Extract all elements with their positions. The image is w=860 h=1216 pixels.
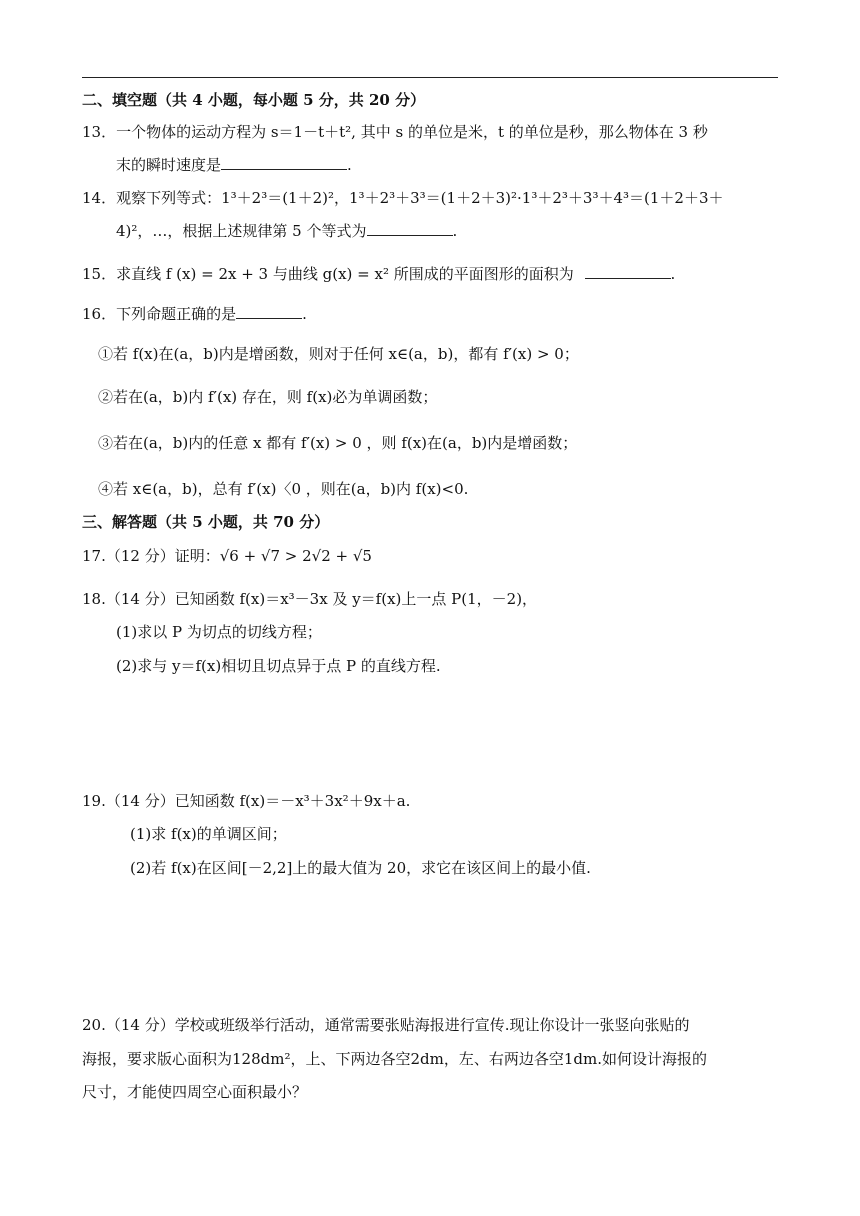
question-16-period: . <box>302 305 307 323</box>
question-13-line2 <box>116 154 352 176</box>
question-17 <box>82 545 372 567</box>
question-17-text: （12 分）证明：√6 + √7 > 2√2 + √5 <box>105 547 372 565</box>
question-15-answer-blank[interactable] <box>585 263 671 279</box>
question-18-text: （14 分）已知函数 f(x)＝x³－3x 及 y＝f(x)上一点 P(1，－2)， <box>105 590 538 608</box>
question-19-part-1: (1)求 f(x)的单调区间； <box>130 825 287 843</box>
question-14-line2 <box>116 220 457 242</box>
question-18-part-2: (2)求与 y＝f(x)相切且切点异于点 P 的直线方程. <box>116 657 441 675</box>
question-13-text-cont: 末的瞬时速度是 <box>116 156 222 174</box>
question-16-option-1: ①若 f(x)在(a，b)内是增函数，则对于任何 x∈(a，b)，都有 f′(x) > 0； <box>98 345 579 363</box>
question-14-line1 <box>82 187 724 209</box>
question-13-line1 <box>82 121 708 143</box>
question-14-answer-blank[interactable] <box>367 220 453 236</box>
question-14-period: . <box>452 222 458 240</box>
question-20-line2: 海报，要求版心面积为128dm²，上、下两边各空2dm，左、右两边各空1dm.如何设计海报的 <box>82 1050 707 1068</box>
question-20-number: 20. <box>82 1016 106 1034</box>
question-14-text: 观察下列等式：1³＋2³＝(1＋2)²，1³＋2³＋3³＝(1＋2＋3)²·1³＋2³＋3³＋4³＝(1＋2＋3＋ <box>116 189 724 207</box>
question-15 <box>82 263 675 285</box>
question-17-number: 17. <box>82 547 106 565</box>
question-14-number: 14． <box>82 189 117 207</box>
section-fill-in-title: 二、填空题（共 4 小题，每小题 5 分，共 20 分） <box>82 91 426 109</box>
question-18-number: 18. <box>82 590 106 608</box>
question-19-part-2: (2)若 f(x)在区间[－2,2]上的最大值为 20，求它在该区间上的最小值. <box>130 859 591 877</box>
question-19-text: （14 分）已知函数 f(x)＝－x³＋3x²＋9x＋a. <box>105 792 411 810</box>
question-14-text-cont: 4)²，…，根据上述规律第 5 个等式为 <box>116 222 367 240</box>
question-16-option-2: ②若在(a，b)内 f′(x) 存在，则 f(x)必为单调函数； <box>98 388 438 406</box>
question-18 <box>82 588 537 610</box>
section-solution-title: 三、解答题（共 5 小题，共 70 分） <box>82 513 330 531</box>
question-16-text: 下列命题正确的是 <box>116 305 237 323</box>
question-16-option-3: ③若在(a，b)内的任意 x 都有 f′(x) > 0 ，则 f(x)在(a，b)内是增函数； <box>98 434 578 452</box>
question-20-line3: 尺寸，才能使四周空心面积最小？ <box>82 1083 308 1101</box>
question-13-number: 13． <box>82 123 117 141</box>
question-13-answer-blank[interactable] <box>221 154 347 170</box>
question-19 <box>82 790 410 812</box>
question-20-line1 <box>82 1014 690 1036</box>
question-16-number: 16． <box>82 305 117 323</box>
question-13-period: . <box>347 156 352 174</box>
question-15-period: . <box>670 265 676 283</box>
question-13-text: 一个物体的运动方程为 s＝1－t＋t², 其中 s 的单位是米，t 的单位是秒，那么物体在 3 秒 <box>116 123 708 141</box>
question-15-text: 求直线 f (x) = 2x + 3 与曲线 g(x) = x² 所围成的平面图形的面积为 <box>116 265 574 283</box>
question-16-answer-blank[interactable] <box>236 303 302 319</box>
question-15-number: 15． <box>82 265 117 283</box>
question-20-text: （14 分）学校或班级举行活动，通常需要张贴海报进行宣传.现让你设计一张竖向张贴的 <box>105 1016 690 1034</box>
question-18-part-1: (1)求以 P 为切点的切线方程； <box>116 623 322 641</box>
top-rule <box>82 77 778 78</box>
question-16 <box>82 303 307 325</box>
question-16-option-4: ④若 x∈(a，b)，总有 f′(x)〈0 ，则在(a，b)内 f(x)<0. <box>98 480 469 498</box>
question-19-number: 19. <box>82 792 106 810</box>
